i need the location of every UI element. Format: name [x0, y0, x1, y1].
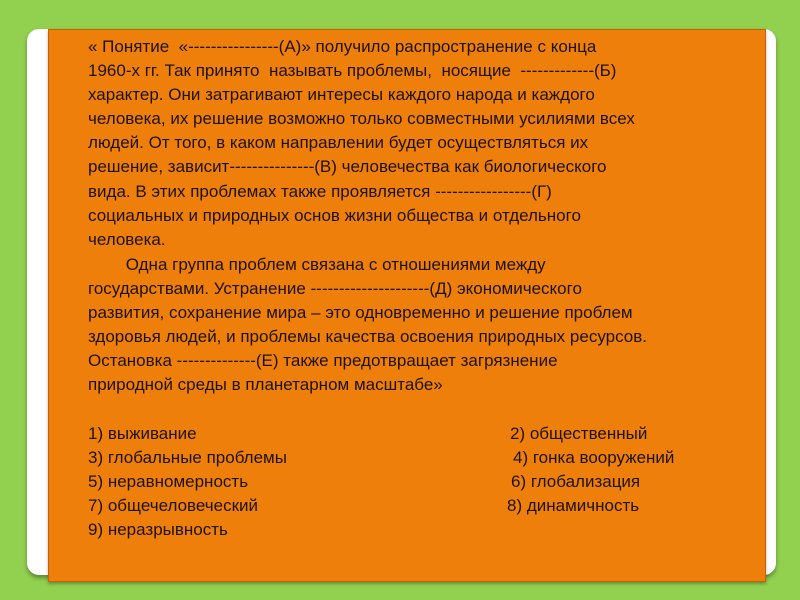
text-line: государствами. Устранение ---------------------(Д) экономического [88, 279, 582, 298]
option-6: 6) глобализация [511, 472, 641, 491]
option-4: 4) гонка вооружений [513, 448, 675, 467]
text-line: вида. В этих проблемах также проявляется -----------------(Г) [88, 182, 552, 201]
option-1: 1) выживание [88, 424, 197, 443]
text-line: людей. От того, в каком направлении будет осуществляться их [88, 133, 589, 152]
option-3: 3) глобальные проблемы [88, 448, 287, 467]
text-line: Остановка --------------(Е) также предотвращает загрязнение [88, 351, 558, 370]
text-line: социальных и природных основ жизни общества и отдельного [88, 206, 581, 225]
text-line: природной среды в планетарном масштабе» [88, 375, 443, 394]
text-line: « Понятие «----------------(А)» получило распространение с конца [88, 37, 597, 56]
option-5: 5) неравномерность [88, 472, 249, 491]
text-line: характер. Они затрагивают интересы каждого народа и каждого [88, 85, 595, 104]
text-line: 1960-х гг. Так принято называть проблемы, носящие -------------(Б) [88, 61, 617, 80]
text-line: развития, сохранение мира – это одновременно и решение проблем [88, 303, 633, 322]
option-7: 7) общечеловеческий [88, 496, 258, 515]
text-line: Одна группа проблем связана с отношениями между [88, 255, 546, 274]
text-line: человека, их решение возможно только совместными усилиями всех [88, 109, 635, 128]
option-8: 8) динамичность [507, 496, 640, 515]
text-line: человека. [88, 230, 166, 249]
text-line: здоровья людей, и проблемы качества освоения природных ресурсов. [88, 327, 647, 346]
text-line: решение, зависит---------------(В) человечества как биологического [88, 157, 607, 176]
option-2: 2) общественный [510, 424, 648, 443]
option-9: 9) неразрывность [88, 520, 228, 539]
